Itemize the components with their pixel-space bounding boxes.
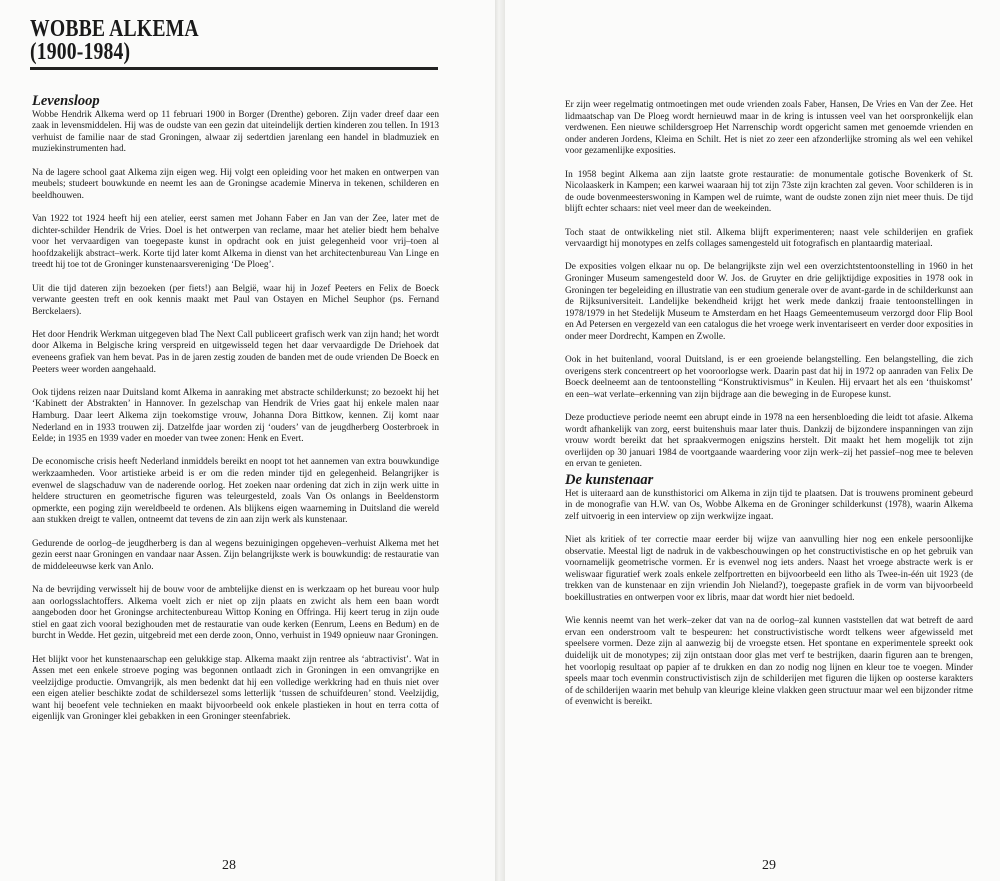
paragraph: Ook tijdens reizen naar Duitsland komt Alkema in aanraking met abstracte schilderkunst; zo bezoekt hij het ‘Kabinett der Abstrakten’ in Hannover. In gezelschap van Hendrik de Vries gaat hij enkele malen naar Hamburg. Daar leert Alkema zijn toekomstige vrouw, Johanna Dora Bittkow, kennen. Zij komt naar Nederland en in 1933 trouwen zij. Datzelfde jaar worden zij ‘ouders’ van de jeugdherberg Oosterbroek in Eelde; in 1935 en 1939 vader en moeder van twee zonen: Henk en Evert.: [32, 387, 439, 445]
paragraph: Van 1922 tot 1924 heeft hij een atelier, eerst samen met Johann Faber en Jan van der Zee, later met de dichter-schilder Hendrik de Vries. Doel is het ontwerpen van reclame, maar het atelier biedt hem behalve voor het vervaardigen van toegepaste kunst in opdracht ook en juist gelegenheid voor vrij–toen al hoofdzakelijk abstract–werk. Korte tijd later komt Alkema in dienst van het architectenbureau Van Linge en treedt hij toe tot de Groninger kunstenaarsvereniging ‘De Ploeg’.: [32, 213, 439, 271]
section-heading-de-kunstenaar: De kunstenaar: [565, 472, 654, 488]
paragraph: De economische crisis heeft Nederland inmiddels bereikt en noopt tot het aannemen van extra bouwkundige werkzaamheden. Voor artistieke arbeid is er om die reden minder tijd en gelegenheid. Belangrijker is evenwel de slagschaduw van de naderende oorlog. Het zoeken naar ordening dat zich in zijn werk uitte in heldere structuren en geometrische figuren was teleurgesteld, zoals Van Os onlangs in Beeldenstorm opmerkte, een poging zijn wereldbeeld te ordenen. Als blijkens eigen waarneming in Duitsland die wereld aan stukken dreigt te vallen, ontneemt dat tevens de zin aan zijn werk als kunstenaar.: [32, 457, 439, 526]
paragraph: Na de bevrijding verwisselt hij de bouw voor de ambtelijke dienst en is werkzaam op het bureau voor hulp aan oorlogsslachtoffers. Alkema voelt zich er niet op zijn plaats en zwicht als hem een baan wordt aangeboden door het Groningse architectenbureau Wittop Koning en Offringa. Hij keert terug in zijn oude stiel en gaat zich vooral bezighouden met de restauratie van oude kerken (Eenrum, Leens en Bedum) en de burcht in Wedde. Het gezin, uitgebreid met een derde zoon, Onno, verhuist in 1949 opnieuw naar Groningen.: [32, 584, 439, 642]
title-years: (1900-1984): [30, 39, 131, 65]
title-rule: [30, 67, 438, 70]
page-number-right: 29: [762, 858, 776, 873]
section-heading-levensloop: Levensloop: [32, 93, 100, 109]
paragraph: Het blijkt voor het kunstenaarschap een gelukkige stap. Alkema maakt zijn rentree als ‘abtractivist’. Wat in Assen met een enkele stroeve poging was begonnen ontlaadt zich in Groningen in een omvangrijke en veelzijdige productie. Omvangrijk, als men bedenkt dat hij een volledige werkkring had en thuis niet over een eigen atelier beschikte zodat de schildersezel soms letterlijk ‘tussen de schuifdeuren’ stond. Veelzijdig, want hij beoefent vele technieken en maakt bijvoorbeeld ook enkele plastieken in hout en terra cotta of eigenlijk van Groninger klei gebakken in een Groninger steenfabriek.: [32, 654, 439, 723]
book-gutter: [495, 0, 505, 881]
paragraph: Gedurende de oorlog–de jeugdherberg is dan al wegens bezuinigingen opgeheven–verhuist Alkema met het gezin eerst naar Groningen en vandaar naar Assen. Zijn belangrijkste werk is bouwkundig: de restauratie van de middeleeuwse kerk van Anlo.: [32, 538, 439, 572]
paragraph: Er zijn weer regelmatig ontmoetingen met oude vrienden zoals Faber, Hansen, De Vries en Van der Zee. Het lidmaatschap van De Ploeg wordt hernieuwd maar in de kring is intussen veel van het oorspronkelijk elan verdwenen. Een nieuwe schildersgroep Het Narrenschip wordt opgericht samen met genoemde vrienden en onder anderen Jordens, Kleima en Schilt. Het is niet zo zeer een afzonderlijke stroming als wel een vehikel voor gezamenlijke exposities.: [565, 100, 973, 157]
page-number-left: 28: [222, 858, 236, 873]
paragraph: Het door Hendrik Werkman uitgegeven blad The Next Call publiceert grafisch werk van zijn hand; het wordt door Alkema in Belgische kring verspreid en uitgewisseld tegen het daar vervaardigde De Driehoek dat eveneens grafiek van hem bevat. Pas in de jaren zestig zouden de banden met de oude vrienden De Boeck en Peeters weer worden aangehaald.: [32, 329, 439, 375]
left-body: [32, 93, 439, 736]
paragraph: Uit die tijd dateren zijn bezoeken (per fiets!) aan België, waar hij in Jozef Peeters en Felix de Boeck verwante geesten treft en ook kennis maakt met Paul van Ostayen en Michel Seuphor (ps. Fernand Berckelaers).: [32, 283, 439, 317]
paragraph: In 1958 begint Alkema aan zijn laatste grote restauratie: de monumentale gotische Bovenkerk of St. Nicolaaskerk in Kampen; een karwei waaraan hij tot zijn 73ste zijn krachten zal geven. Voor schilderen is in de oude bovenmeesterswoning in Kampen wel de ruimte, want de oudste zonen zijn niet meer thuis. De tijd blijft echter schaars: niet veel meer dan de weekeinden.: [565, 169, 973, 215]
paragraph: De exposities volgen elkaar nu op. De belangrijkste zijn wel een overzichtstentoonstelling in 1960 in het Groninger Museum samengesteld door W. Jos. de Gruyter en drie gelijktijdige exposities in 1978 ook in Groningen ter begeleiding en illustratie van een studium generale over de avant-garde in de schilderkunst aan de Rijksuniversiteit. Landelijke bekendheid krijgt het werk mede dankzij fraaie tentoonstellingen in 1978/1979 in het Stedelijk Museum te Amsterdam en het Haags Gemeentemuseum verzorgd door Flip Bool en Ad Petersen en vergezeld van een catalogus die het vroege werk inventariseert en verder door exposities in onder meer Dordrecht, Kampen en Zwolle.: [565, 262, 973, 342]
right-page: [505, 0, 1000, 881]
paragraph: Wie kennis neemt van het werk–zeker dat van na de oorlog–zal kunnen vaststellen dat wat betreft de aard ervan een onderstroom valt te bespeuren: het constructivistische wordt telkens weer afgewisseld met speelsere vormen. Deze zijn al aanwezig bij de vroegste etsen. Het spontane en experimentele spreekt ook duidelijk uit de monotypes; zij zijn ontstaan door glas met verf te bestrijken, daarin figuren aan te brengen, het voorlopig resultaat op papier af te drukken en dan zo nodig nog lijnen en kleur toe te voegen. Minder speels maar toch evenmin constructivistisch zijn de schilderijen met figuren die lijken op oosterse karakters of de schilderijen waarin met behulp van kleurige kleine vlakken geen structuur maar wel een bijzonder ritme of evenwicht is bereikt.: [565, 616, 973, 708]
paragraph: Wobbe Hendrik Alkema werd op 11 februari 1900 in Borger (Drenthe) geboren. Zijn vader dreef daar een zaak in levensmiddelen. Hij was de oudste van een gezin dat uiteindelijk dertien kinderen zou tellen. In 1913 verhuist de familie naar de stad Groningen, alwaar zij sedertdien jarenlang een handel in bladmuziek en muziekinstrumenten had.: [32, 109, 439, 155]
paragraph: Toch staat de ontwikkeling niet stil. Alkema blijft experimenteren; naast vele schilderijen en grafiek vervaardigt hij monotypes en zelfs collages samengesteld uit fotografisch en plantaardig materiaal.: [565, 227, 973, 250]
left-page: [0, 0, 495, 881]
paragraph: Niet als kritiek of ter correctie maar eerder bij wijze van aanvulling hier nog een enkele persoonlijke observatie. Meestal ligt de nadruk in de vakbeschouwingen op het constructivistische en op het gebruik van voornamelijk geometrische vormen. Er is evenwel nog iets anders. Naast het vroege abstracte werk is er weliswaar figuratief werk zoals enkele zelfportretten en bijvoorbeeld een litho als Twee-in-één uit 1923 (de trekken van de kunstenaar en zijn vriendin Joh Nieland?), toegepaste grafiek in de vorm van bijvoorbeeld boekillustraties en ontwerpen voor ex libris, maar dat wordt hier niet bedoeld.: [565, 534, 973, 603]
paragraph: Het is uiteraard aan de kunsthistorici om Alkema in zijn tijd te plaatsen. Dat is trouwens prominent gebeurd in de monografie van H.W. van Os, Wobbe Alkema en de Groninger schilderkunst (1978), waarin Alkema zelf uitvoerig in een interview op zijn werkwijze ingaat.: [565, 488, 973, 522]
title-name: WOBBE ALKEMA: [30, 16, 199, 42]
right-body: [565, 100, 973, 720]
paragraph: Na de lagere school gaat Alkema zijn eigen weg. Hij volgt een opleiding voor het maken en ontwerpen van meubels; studeert bouwkunde en neemt les aan de Groningse academie Minerva in tekenen, schilderen en beeldhouwen.: [32, 167, 439, 201]
article-title: [30, 18, 199, 64]
paragraph: Deze productieve periode neemt een abrupt einde in 1978 na een hersenbloeding die leidt tot afasie. Alkema wordt afhankelijk van zorg, eerst buitenshuis maar later thuis. Dankzij de bijzondere inspanningen van zijn vrouw wordt bereikt dat het spraakvermogen enigszins herstelt. Dit maakt het hem mogelijk tot zijn overlijden op 30 januari 1984 de voortgaande waardering voor zijn werk–zij het passief–nog mee te beleven en ervan te genieten.: [565, 413, 973, 470]
paragraph: Ook in het buitenland, vooral Duitsland, is er een groeiende belangstelling. Een belangstelling, die zich overigens sterk concentreert op het vooroorlogse werk. Daarin past dat hij in 1972 op aanraden van Felix De Boeck deelneemt aan de tentoonstelling “Konstruktivismus” in Keulen. Hij ervaart het als een ‘thuiskomst’ en een–wat verlate–erkenning van zijn bijdrage aan die beweging in de Europese kunst.: [565, 355, 973, 400]
